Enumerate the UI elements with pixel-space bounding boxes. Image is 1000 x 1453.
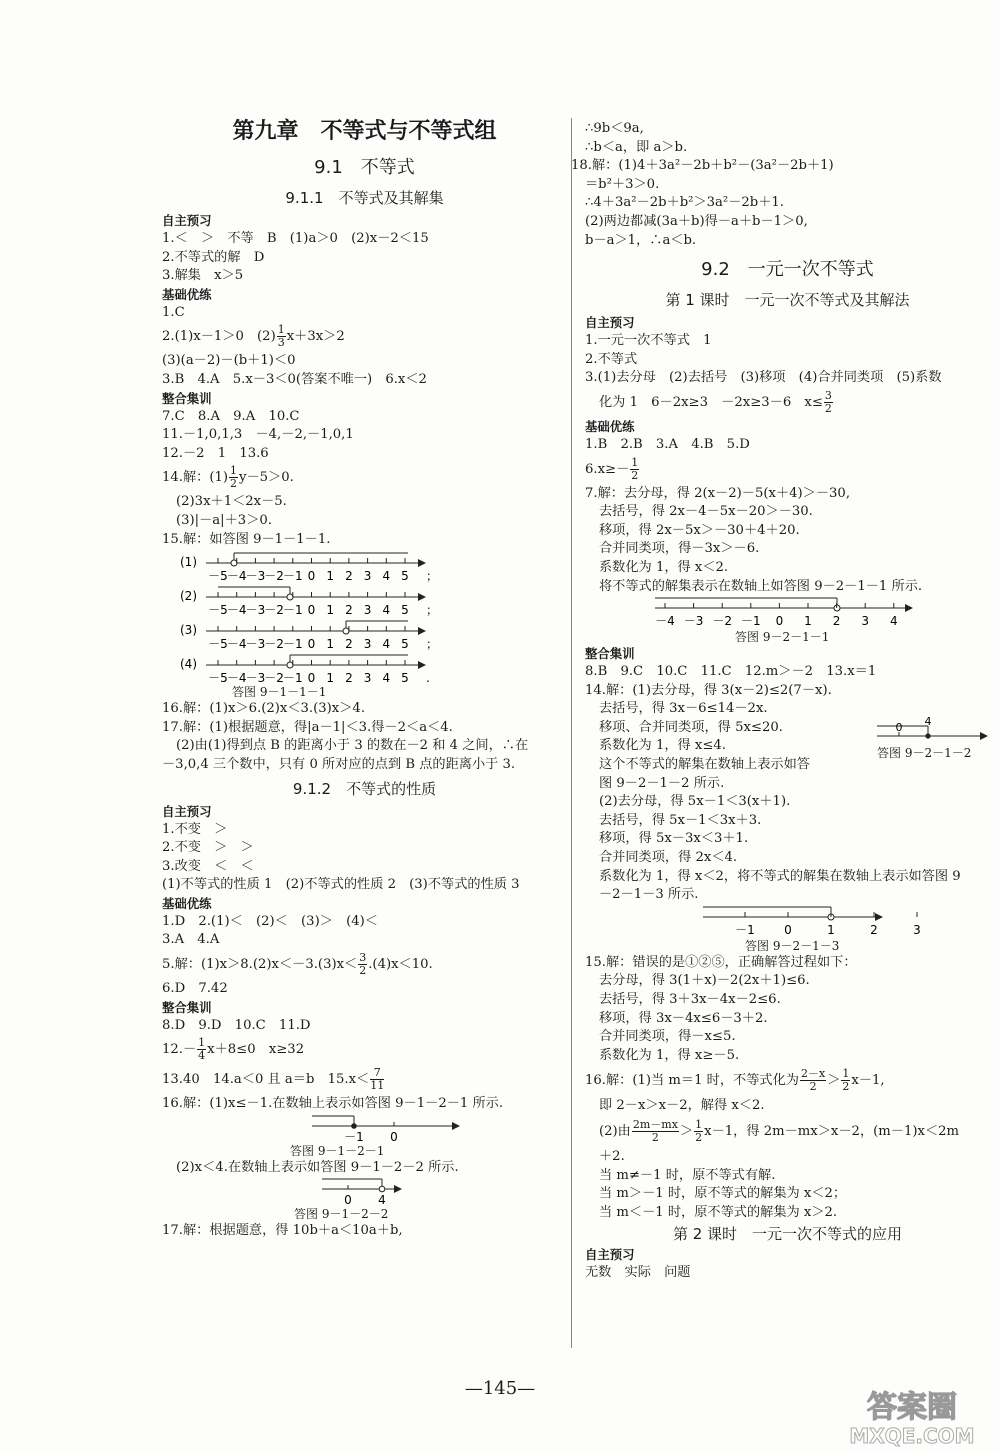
tick-label: －1: [735, 922, 755, 937]
semicolon: ；: [426, 637, 439, 652]
tick-label: －4: [226, 569, 247, 584]
answer-line: 18.解：(1)4＋3a²－2b＋b²－(3a²－2b＋1): [571, 158, 834, 174]
answer-line: [162, 1065, 567, 1095]
answer-line: －2－1－3 所示.: [599, 887, 699, 903]
answer-line: 16.解：(1)x＞6.(2)x＜3.(3)x＞4.: [162, 701, 366, 717]
tick-label: －1: [740, 614, 761, 629]
text: ＞: [679, 1123, 694, 1139]
tick-label: 1: [326, 603, 335, 618]
number-line-2: [180, 587, 438, 617]
tick-label: －2: [264, 603, 284, 618]
answer-line: ∴b＜a，即 a＞b.: [585, 139, 688, 155]
answer-line: 合并同类项，得－x≤5.: [599, 1029, 736, 1045]
tick-label: －3: [245, 671, 266, 686]
answer-line: 去括号，得 3＋3x－4x－2≤6.: [599, 992, 781, 1007]
numerator: 1: [631, 455, 639, 469]
arrow-head: [418, 661, 426, 669]
answer-line: (3)|－a|＋3＞0.: [176, 512, 272, 528]
answer-line: 7.解：去分母，得 2(x－2)－5(x＋4)＞－30,: [585, 485, 851, 501]
answer-line: 11.－1,0,1,3 －4,－2,－1,0,1: [162, 427, 354, 443]
tick-label: －4: [655, 614, 675, 629]
answer-line: 3.解集 x＞5: [162, 268, 244, 284]
numerator: 2－x: [801, 1067, 826, 1081]
tick-label: 2: [870, 922, 878, 937]
answer-line: 合并同类项，得－3x＞－6.: [599, 541, 760, 557]
period: .: [426, 671, 430, 686]
tick-label: 4: [382, 603, 391, 618]
subsection-title: 9.1.1 不等式及其解集: [285, 189, 444, 207]
text: 2.(1)x－1＞0 (2): [162, 329, 276, 345]
answer-line: 7.C 8.A 9.A 10.C: [162, 408, 300, 424]
answer-line: 无数 实际 问题: [585, 1265, 691, 1281]
tick-label: 2: [345, 569, 353, 584]
answer-line: 去括号，得 2x－4－5x－20＞－30.: [599, 504, 813, 520]
semicolon: ；: [426, 569, 439, 584]
tick-label: －1: [282, 569, 303, 584]
tick-label: 2: [345, 671, 353, 686]
answer-line: 移项，得 3x－4x≤6－3＋2.: [599, 1010, 768, 1026]
numerator: 1: [277, 323, 285, 337]
tick-label: 2: [345, 603, 353, 618]
answer-line: 3.(1)去分母 (2)去括号 (3)移项 (4)合并同类项 (5)系数: [585, 370, 942, 386]
number-line-1: [180, 553, 438, 583]
tick-label: －5: [208, 603, 228, 618]
answer-line: 移项，得 5x－3x＜3＋1.: [599, 831, 749, 847]
ticks: [208, 660, 409, 685]
answer-line: 系数化为 1，得 x≤4.: [599, 738, 726, 754]
arrow-head: [418, 559, 426, 567]
tick-label: －2: [264, 671, 284, 686]
number-line-9-1-2-2: [322, 1177, 422, 1207]
section-label: 基础优练: [162, 286, 212, 302]
answer-line: (1)不等式的性质 1 (2)不等式的性质 2 (3)不等式的性质 3: [162, 877, 520, 893]
tick-label: －2: [264, 569, 284, 584]
number-line-3: [180, 621, 438, 651]
answer-line: [585, 1116, 990, 1148]
tick-label: 1: [326, 671, 335, 686]
tick-label: －2: [264, 637, 284, 652]
text: 13.40 14.a＜0 且 a＝b 15.x＜: [162, 1072, 370, 1088]
answer-line: 即 2－x＞x－2，解得 x＜2.: [599, 1098, 765, 1114]
section-title: 9.1 不等式: [314, 157, 415, 178]
answer-line: 去分母，得 3(1＋x)－2(2x＋1)≤6.: [599, 973, 810, 989]
text: ＞: [827, 1073, 841, 1089]
answer-line: 当 m＜－1 时，原不等式的解集为 x＞2.: [599, 1204, 838, 1220]
numerator: 1: [695, 1117, 703, 1131]
section-label: 自主预习: [585, 315, 635, 331]
answer-line: 移项、合并同类项，得 5x≤20.: [599, 719, 783, 735]
fraction: [277, 324, 286, 349]
number-line-9-2-1-3: [703, 905, 921, 939]
fraction: [694, 1119, 703, 1144]
section-label: 整合集训: [162, 390, 212, 406]
answer-line: 3.A 4.A: [162, 932, 220, 948]
arrow-head: [452, 1122, 460, 1130]
answer-line: 当 m≠－1 时，原不等式有解.: [599, 1167, 776, 1183]
answer-line: (2)x＜4.在数轴上表示如答图 9－1－2－2 所示.: [176, 1159, 459, 1175]
numerator: 3: [359, 951, 367, 965]
ticks: [208, 558, 409, 583]
fraction: [841, 1068, 850, 1093]
answer-line: [162, 1035, 567, 1065]
answer-line: 6.D 7.42: [162, 981, 228, 997]
answer-line: ＝b²＋3＞0.: [585, 176, 660, 192]
tick-label: 5: [401, 671, 409, 686]
endpoint-open: [379, 1187, 385, 1193]
tick-label: 4: [924, 714, 932, 728]
chapter-title: 第九章 不等式与不等式组: [232, 119, 497, 144]
fraction: [800, 1068, 826, 1093]
endpoint-open: [343, 628, 349, 634]
text: 12.－: [162, 1042, 197, 1058]
column-divider: [571, 118, 572, 1348]
answer-line: 移项，得 2x－5x＞－30＋4＋20.: [599, 522, 800, 538]
fraction: [197, 1037, 206, 1062]
answer-line: 1.＜ ＞ 不等 B (1)a＞0 (2)x－2＜15: [162, 231, 429, 246]
tick-label: 4: [382, 637, 391, 652]
fraction: [370, 1067, 384, 1092]
text: 5.解：(1)x＞8.(2)x＜－3.(3)x＜: [162, 957, 358, 973]
answer-line: ∴9b＜9a,: [585, 121, 644, 136]
answer-line: 17.解：根据题意，得 10b＋a＜10a＋b,: [162, 1223, 403, 1239]
tick-label: －3: [683, 614, 704, 629]
tick-label: 2: [345, 637, 353, 652]
figure-caption: 答图 9－1－2－1: [290, 1143, 385, 1158]
answer-line: [162, 463, 567, 493]
tick-label: 3: [861, 614, 870, 629]
text: x－1,: [851, 1073, 885, 1089]
fraction: [630, 457, 639, 482]
numerator: 2m－mx: [632, 1117, 678, 1131]
tick-label: －4: [226, 603, 247, 618]
tick-label: 5: [401, 603, 409, 618]
tick-label: －5: [208, 671, 228, 686]
answer-line: 1.一元一次不等式 1: [585, 333, 712, 349]
tick-label: －4: [226, 637, 247, 652]
denominator: 2: [824, 401, 832, 415]
denominator: 2: [651, 1130, 659, 1144]
tick-label: 5: [401, 637, 409, 652]
answer-line: [585, 1065, 990, 1097]
left-column: [162, 112, 567, 1241]
nl-label: (3): [180, 623, 197, 638]
text: 16.解：(1)当 m＝1 时，不等式化为: [585, 1073, 799, 1089]
endpoint-open: [287, 594, 293, 600]
tick-label: 0: [307, 637, 316, 652]
text: x＋3x＞2: [286, 329, 345, 345]
answer-line: 3.B 4.A 5.x－3＜0(答案不唯一) 6.x＜2: [162, 371, 427, 387]
answer-line: 2.不变 ＞ ＞: [162, 840, 254, 856]
tick-label: －3: [245, 603, 266, 618]
tick-label: 0: [775, 614, 784, 629]
tick-label: 4: [382, 671, 391, 686]
section-label: 自主预习: [162, 213, 212, 228]
nl-label: (1): [180, 555, 197, 570]
tick-label: －1: [282, 637, 303, 652]
numerator: 1: [842, 1067, 850, 1081]
answer-line: 当 m＞－1 时，原不等式的解集为 x＜2；: [599, 1186, 847, 1202]
answer-line: 3.改变 ＜ ＜: [162, 858, 254, 874]
answer-line: 16.解：(1)x≤－1.在数轴上表示如答图 9－1－2－1 所示.: [162, 1096, 504, 1112]
answer-line: 2.不等式的解 D: [162, 249, 265, 265]
lesson-title: 第 2 课时 一元一次不等式的应用: [672, 1225, 903, 1244]
answer-line: 将不等式的解集表示在数轴上如答图 9－2－1－1 所示.: [599, 578, 923, 594]
tick-label: －5: [208, 569, 228, 584]
figure-9-2-1-2: [877, 714, 992, 761]
text: 化为 1 6－2x≥3 －2x≥3－6 x≤: [599, 394, 823, 410]
tick-label: 1: [326, 569, 335, 584]
answer-line: 去括号，得 3x－6≤14－2x.: [599, 701, 768, 717]
figure-caption: 答图 9－2－1－1: [735, 630, 830, 645]
section-label: 基础优练: [585, 418, 635, 434]
tick-label: 1: [326, 637, 335, 652]
answer-line: 这个不等式的解集在数轴上表示如答: [599, 757, 810, 773]
number-line-4: [180, 655, 430, 685]
number-line-9-2-1-2: [877, 714, 992, 744]
arrow-head: [980, 732, 988, 740]
tick-label: －5: [208, 637, 228, 652]
arrow-head: [418, 593, 426, 601]
right-column: [571, 120, 990, 1283]
tick-label: 3: [913, 922, 921, 937]
answer-line: 15.解：错误的是①②⑤，正确解答过程如下：: [585, 954, 857, 970]
lesson-title: 第 1 课时 一元一次不等式及其解法: [665, 291, 910, 310]
section-label: 整合集训: [585, 646, 635, 662]
tick-label: －1: [282, 671, 303, 686]
ticks: [208, 626, 409, 651]
answer-line: [162, 322, 567, 352]
q14-block: [585, 682, 990, 794]
nl-label: (4): [180, 657, 197, 672]
answer-line: 2.不等式: [585, 351, 638, 367]
answer-line: (2)3x＋1＜2x－5.: [176, 494, 287, 510]
text: x＋8≤0 x≥32: [207, 1042, 305, 1058]
tick-label: －1: [344, 1129, 364, 1144]
answer-line: 14.解：(1)去分母，得 3(x－2)≤2(7－x).: [585, 682, 832, 698]
answer-line: [585, 455, 990, 485]
answer-line: (2)由(1)得到点 B 的距离小于 3 的数在－2 和 4 之间，∴在: [176, 738, 529, 754]
text: (2)由: [599, 1123, 631, 1139]
denominator: 2: [230, 477, 238, 491]
answer-line: (2)去分母，得 5x－1＜3(x＋1).: [599, 794, 791, 810]
tick-label: －1: [282, 603, 303, 618]
answer-line: [585, 388, 990, 418]
ticks: [655, 603, 897, 628]
tick-label: －3: [245, 637, 266, 652]
answer-line: [162, 950, 567, 980]
denominator: 2: [695, 1130, 703, 1144]
text: .(4)x＜10.: [368, 957, 433, 973]
answer-line: 系数化为 1，得 x≥－5.: [599, 1047, 740, 1063]
endpoint-closed: [351, 1123, 357, 1129]
tick-label: 4: [382, 569, 391, 584]
ticks: [208, 592, 409, 617]
figure-caption: 答图 9－2－1－3: [745, 938, 840, 953]
answer-line: 1.D 2.(1)＜ (2)＜ (3)＞ (4)＜: [162, 913, 378, 929]
answer-line: 1.不变 ＞: [162, 821, 228, 837]
denominator: 2: [809, 1080, 817, 1094]
arrow-head: [418, 627, 426, 635]
fraction: [824, 390, 833, 415]
tick-label: 2: [832, 614, 841, 629]
number-lines-9-1-1-1: [178, 549, 438, 685]
semicolon: ；: [426, 603, 439, 618]
tick-label: 5: [401, 569, 409, 584]
tick-label: －3: [245, 569, 266, 584]
denominator: 2: [842, 1080, 850, 1094]
section-label: 整合集训: [162, 999, 212, 1015]
tick-label: 3: [363, 603, 372, 618]
answer-line: 合并同类项，得 2x＜4.: [599, 850, 738, 866]
denominator: 11: [370, 1079, 385, 1093]
answer-line: 12.－2 1 13.6: [162, 445, 269, 461]
watermark-text: 答案圈: [867, 1390, 957, 1425]
tick-label: 0: [307, 569, 316, 584]
arrow-head: [394, 1185, 402, 1193]
answer-line: 1.B 2.B 3.A 4.B 5.D: [585, 436, 750, 452]
section-label: 基础优练: [162, 895, 212, 911]
answer-line: －3,0,4 三个数中，只有 0 所对应的点到 B 点的距离小于 3.: [162, 756, 516, 772]
fraction: [229, 465, 238, 490]
tick-label: －4: [226, 671, 247, 686]
text: x－1，得 2m－mx＞x－2，(m－1)x＜2m: [704, 1123, 960, 1139]
denominator: 4: [198, 1049, 206, 1063]
denominator: 2: [631, 468, 639, 482]
tick-label: 4: [378, 1193, 386, 1208]
endpoint-closed: [925, 733, 930, 738]
tick-label: －2: [712, 614, 733, 629]
arrow-head: [905, 604, 913, 612]
answer-line: 17.解：(1)根据题意，得|a－1|＜3.得－2＜a＜4.: [162, 719, 453, 735]
number-line-9-1-2-1: [312, 1114, 472, 1144]
answer-line: ＋2.: [599, 1148, 625, 1164]
tick-label: 3: [363, 671, 372, 686]
text: 6.x≥－: [585, 461, 630, 477]
figure-caption: 答图 9－2－1－2: [877, 745, 972, 760]
tick-label: 3: [363, 637, 372, 652]
answer-line: 8.B 9.C 10.C 11.C 12.m＞－2 13.x＝1: [585, 664, 877, 680]
answer-line: 系数化为 1，得 x＜2.: [599, 559, 729, 575]
numerator: 3: [824, 388, 832, 402]
number-line-9-2-1-1: [655, 596, 925, 630]
tick-label: 0: [307, 671, 316, 686]
tick-label: 0: [390, 1129, 398, 1144]
answer-line: 去括号，得 5x－1＜3x＋3.: [599, 812, 762, 828]
fraction: [632, 1119, 679, 1144]
answer-line: b－a＞1，∴a＜b.: [585, 232, 697, 248]
nl-label: (2): [180, 589, 197, 604]
numerator: 1: [230, 464, 238, 478]
answer-line: (2)两边都减(3a＋b)得－a＋b－1＞0,: [585, 213, 808, 229]
section-title: 9.2 一元一次不等式: [701, 259, 874, 281]
tick-label: 4: [889, 614, 898, 629]
answer-line: 系数化为 1，得 x＜2，将不等式的解集在数轴上表示如答图 9: [599, 868, 961, 884]
page-number: —145—: [464, 1378, 536, 1399]
tick-label: 0: [784, 922, 792, 937]
text: y－5＞0.: [239, 470, 294, 486]
denominator: 3: [277, 336, 285, 350]
tick-label: 1: [804, 614, 812, 629]
figure-caption: 答图 9－1－1－1: [232, 685, 327, 700]
numerator: 1: [198, 1036, 206, 1050]
tick-label: 0: [344, 1193, 352, 1208]
tick-label: 0: [895, 720, 903, 734]
answer-line: 图 9－2－1－2 所示.: [599, 775, 725, 791]
numerator: 7: [370, 1067, 384, 1080]
answer-line: (3)(a－2)－(b＋1)＜0: [162, 353, 296, 369]
arrow-head: [875, 913, 883, 921]
section-label: 自主预习: [585, 1247, 635, 1263]
answer-line: 15.解：如答图 9－1－1－1.: [162, 531, 331, 547]
tick-label: 0: [307, 603, 316, 618]
answer-line: ∴4＋3a²－2b＋b²＞3a²－2b＋1.: [585, 195, 784, 211]
answer-line: 8.D 9.D 10.C 11.D: [162, 1017, 311, 1033]
figure-caption: 答图 9－1－2－2: [294, 1207, 389, 1222]
watermark-url: MXQE.COM: [849, 1424, 975, 1448]
fraction: [358, 952, 367, 977]
answer-line: 1.C: [162, 304, 185, 320]
tick-label: 3: [363, 569, 372, 584]
denominator: 2: [359, 964, 367, 978]
text: 14.解：(1): [162, 470, 229, 486]
subsection-title: 9.1.2 不等式的性质: [292, 779, 437, 798]
tick-label: 1: [827, 922, 835, 937]
section-label: 自主预习: [162, 803, 212, 819]
endpoint-open: [231, 560, 237, 566]
watermark-logo: [832, 1385, 992, 1450]
endpoint-open: [287, 662, 293, 668]
